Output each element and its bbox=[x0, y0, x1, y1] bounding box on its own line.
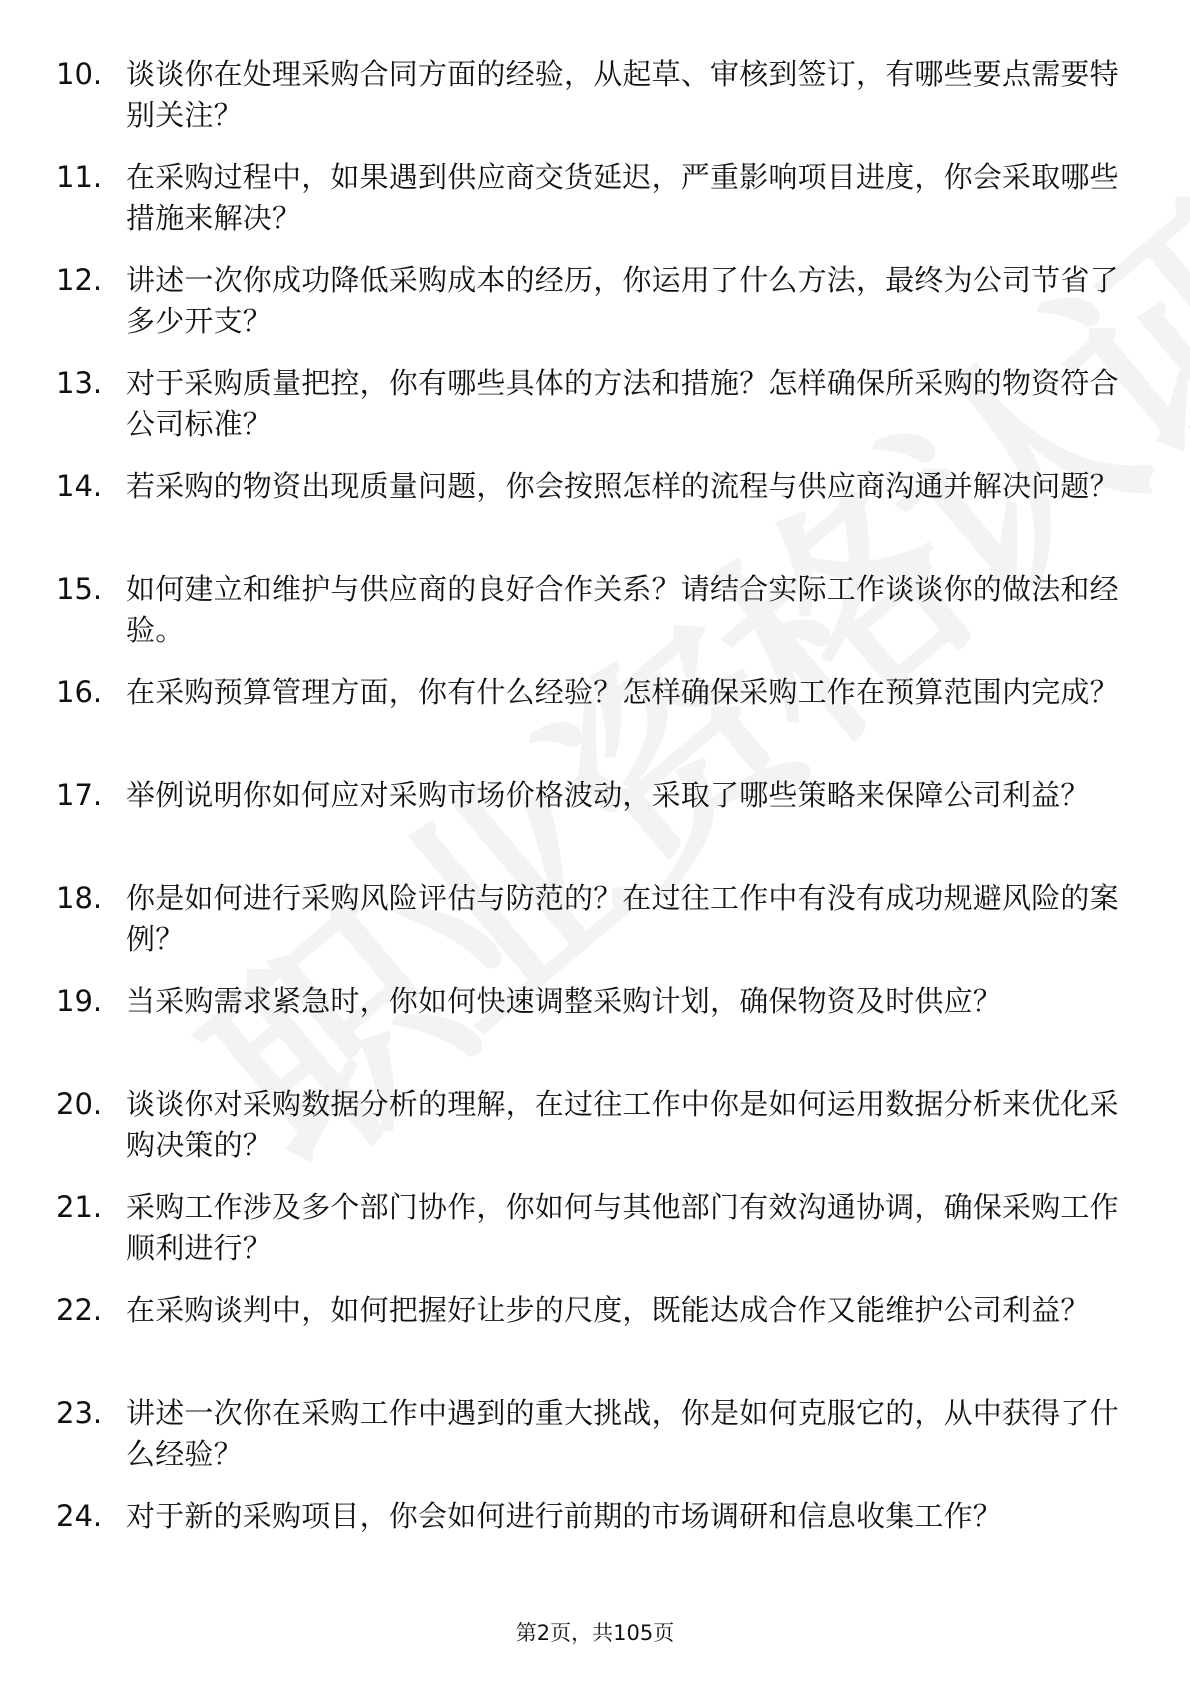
question-list bbox=[56, 54, 1119, 1599]
question-text: 在采购过程中，如果遇到供应商交货延迟，严重影响项目进度，你会采取哪些措施来解决？ bbox=[126, 160, 1119, 235]
list-item bbox=[56, 1084, 1119, 1187]
question-text: 在采购谈判中，如何把握好让步的尺度，既能达成合作又能维护公司利益？ bbox=[126, 1293, 1090, 1327]
list-item bbox=[56, 466, 1119, 569]
list-item bbox=[56, 1496, 1116, 1599]
question-number: 20. bbox=[56, 1087, 103, 1121]
question-text: 你是如何进行采购风险评估与防范的？在过往工作中有没有成功规避风险的案例？ bbox=[126, 881, 1119, 956]
question-number: 19. bbox=[56, 984, 103, 1018]
question-text: 讲述一次你成功降低采购成本的经历，你运用了什么方法，最终为公司节省了多少开支？ bbox=[126, 263, 1119, 338]
question-text: 当采购需求紧急时，你如何快速调整采购计划，确保物资及时供应？ bbox=[126, 984, 1003, 1018]
question-text: 讲述一次你在采购工作中遇到的重大挑战，你是如何克服它的，从中获得了什么经验？ bbox=[126, 1396, 1119, 1471]
page-footer: 第2页，共105页 bbox=[515, 1621, 675, 1645]
list-item bbox=[56, 54, 1119, 157]
question-number: 13. bbox=[56, 366, 103, 400]
question-text: 谈谈你在处理采购合同方面的经验，从起草、审核到签订，有哪些要点需要特别关注？ bbox=[126, 57, 1119, 132]
list-item bbox=[56, 1187, 1119, 1290]
question-text: 若采购的物资出现质量问题，你会按照怎样的流程与供应商沟通并解决问题？ bbox=[126, 469, 1119, 503]
question-number: 10. bbox=[56, 57, 103, 91]
question-number: 23. bbox=[56, 1396, 103, 1430]
question-number: 22. bbox=[56, 1293, 103, 1327]
question-text: 如何建立和维护与供应商的良好合作关系？请结合实际工作谈谈你的做法和经验。 bbox=[126, 572, 1119, 647]
question-number: 17. bbox=[56, 778, 103, 812]
list-item bbox=[56, 1290, 1116, 1393]
list-item bbox=[56, 878, 1119, 981]
question-text: 举例说明你如何应对采购市场价格波动，采取了哪些策略来保障公司利益？ bbox=[126, 778, 1090, 812]
question-number: 16. bbox=[56, 675, 103, 709]
question-text: 对于新的采购项目，你会如何进行前期的市场调研和信息收集工作？ bbox=[126, 1499, 1003, 1533]
question-number: 12. bbox=[56, 263, 103, 297]
list-item bbox=[56, 569, 1119, 672]
list-item bbox=[56, 363, 1119, 466]
question-number: 11. bbox=[56, 160, 103, 194]
question-number: 18. bbox=[56, 881, 103, 915]
question-number: 24. bbox=[56, 1499, 103, 1533]
list-item bbox=[56, 1393, 1119, 1496]
list-item bbox=[56, 260, 1119, 363]
question-text: 对于采购质量把控，你有哪些具体的方法和措施？怎样确保所采购的物资符合公司标准？ bbox=[126, 366, 1119, 441]
question-text: 采购工作涉及多个部门协作，你如何与其他部门有效沟通协调，确保采购工作顺利进行？ bbox=[126, 1190, 1119, 1265]
list-item bbox=[56, 775, 1116, 878]
list-item bbox=[56, 981, 1116, 1084]
question-text: 在采购预算管理方面，你有什么经验？怎样确保采购工作在预算范围内完成？ bbox=[126, 675, 1119, 709]
list-item bbox=[56, 157, 1119, 260]
question-text: 谈谈你对采购数据分析的理解，在过往工作中你是如何运用数据分析来优化采购决策的？ bbox=[126, 1087, 1119, 1162]
question-number: 21. bbox=[56, 1190, 103, 1224]
question-number: 14. bbox=[56, 469, 103, 503]
list-item bbox=[56, 672, 1119, 775]
question-number: 15. bbox=[56, 572, 103, 606]
